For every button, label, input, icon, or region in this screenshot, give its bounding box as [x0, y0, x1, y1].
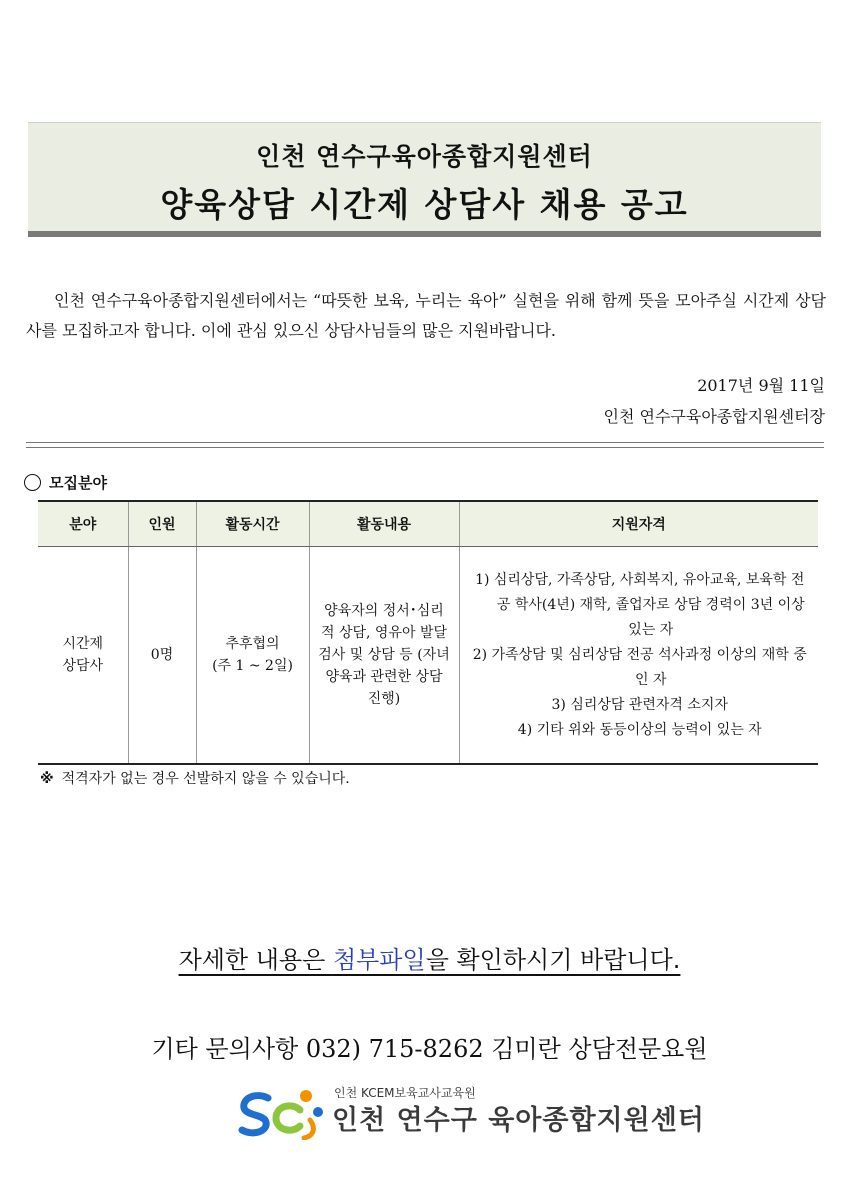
- logo-mark-icon: [238, 1084, 328, 1140]
- selection-note: [40, 768, 350, 788]
- detail-notice: [0, 940, 859, 975]
- center-logo: [238, 1084, 705, 1144]
- notice-date: 2017년 9월 11일: [697, 376, 825, 395]
- header-hours: 활동시간: [196, 501, 309, 547]
- notice-title: 양육상담 시간제 상담사 채용 공고: [160, 185, 689, 224]
- intro-paragraph: [26, 286, 826, 346]
- cell-qualifications: [459, 547, 818, 765]
- table-header-row: [38, 501, 818, 547]
- contact-info: 기타 문의사항 032) 715-8262 김미란 상담전문요원: [151, 1035, 708, 1063]
- hours-line2: (주 1 ~ 2일): [212, 658, 293, 674]
- cell-hours: [196, 547, 309, 765]
- header-field: 분야: [38, 501, 128, 547]
- notice-signer: 인천 연수구육아종합지원센터장: [603, 407, 825, 426]
- note-text: 적격자가 없는 경우 선발하지 않을 수 있습니다.: [61, 771, 350, 787]
- list-item: 2) 가족상담 및 심리상담 전공 석사과정 이상의 재학 중인 자: [472, 646, 807, 688]
- title-box: [28, 122, 821, 237]
- section-title: 모집분야: [49, 474, 107, 492]
- field-line2: 상담사: [62, 658, 104, 674]
- intro-text: 인천 연수구육아종합지원센터에서는 “따뜻한 보육, 누리는 육아” 실현을 위해 함께 뜻을 모아주실 시간제 상담사를 모집하고자 합니다. 이에 관심 있으신 상담사님들의 많은 지원바랍니다.: [26, 291, 826, 340]
- header-count: 인원: [128, 501, 196, 547]
- qualification-list: [470, 568, 811, 743]
- hours-line1: 추후협의: [225, 636, 280, 652]
- cell-field: [38, 547, 128, 765]
- detail-suffix: 을 확인하시기 바랍니다.: [425, 946, 681, 974]
- logo-title: 인천 연수구 육아종합지원센터: [332, 1105, 705, 1136]
- divider-bottom: [26, 447, 824, 448]
- header-qualifications: 지원자격: [459, 501, 818, 547]
- detail-prefix: 자세한 내용은: [178, 946, 333, 974]
- list-item: 4) 기타 위와 동등이상의 능력이 있는 자: [517, 721, 762, 738]
- divider-top: [26, 442, 824, 443]
- section-heading: [24, 472, 107, 493]
- header-activity: 활동내용: [309, 501, 459, 547]
- logo-subtitle: 인천 KCEM보육교사교육원: [334, 1086, 476, 1100]
- list-item: 3) 심리상담 관련자격 소지자: [551, 696, 728, 713]
- detail-line: [179, 946, 681, 974]
- reference-mark-icon: ※: [40, 771, 54, 787]
- cell-activity: 양육자의 정서･심리적 상담, 영유아 발달 검사 및 상담 등 (자녀 양육과 관련한 상담 진행): [309, 547, 459, 765]
- attachment-link[interactable]: 첨부파일: [332, 946, 426, 974]
- field-line1: 시간제: [62, 636, 104, 652]
- cell-count: 0명: [128, 547, 196, 765]
- org-title: 인천 연수구육아종합지원센터: [256, 142, 593, 171]
- list-item: 1) 심리상담, 가족상담, 사회복지, 유아교육, 보육학 전공 학사(4년) 재학, 졸업자로 상담 경력이 3년 이상 있는 자: [475, 571, 805, 638]
- table-row: [38, 547, 818, 765]
- title-bottom-bar: [28, 231, 821, 237]
- circle-bullet-icon: [24, 474, 41, 491]
- recruit-table: [38, 500, 818, 765]
